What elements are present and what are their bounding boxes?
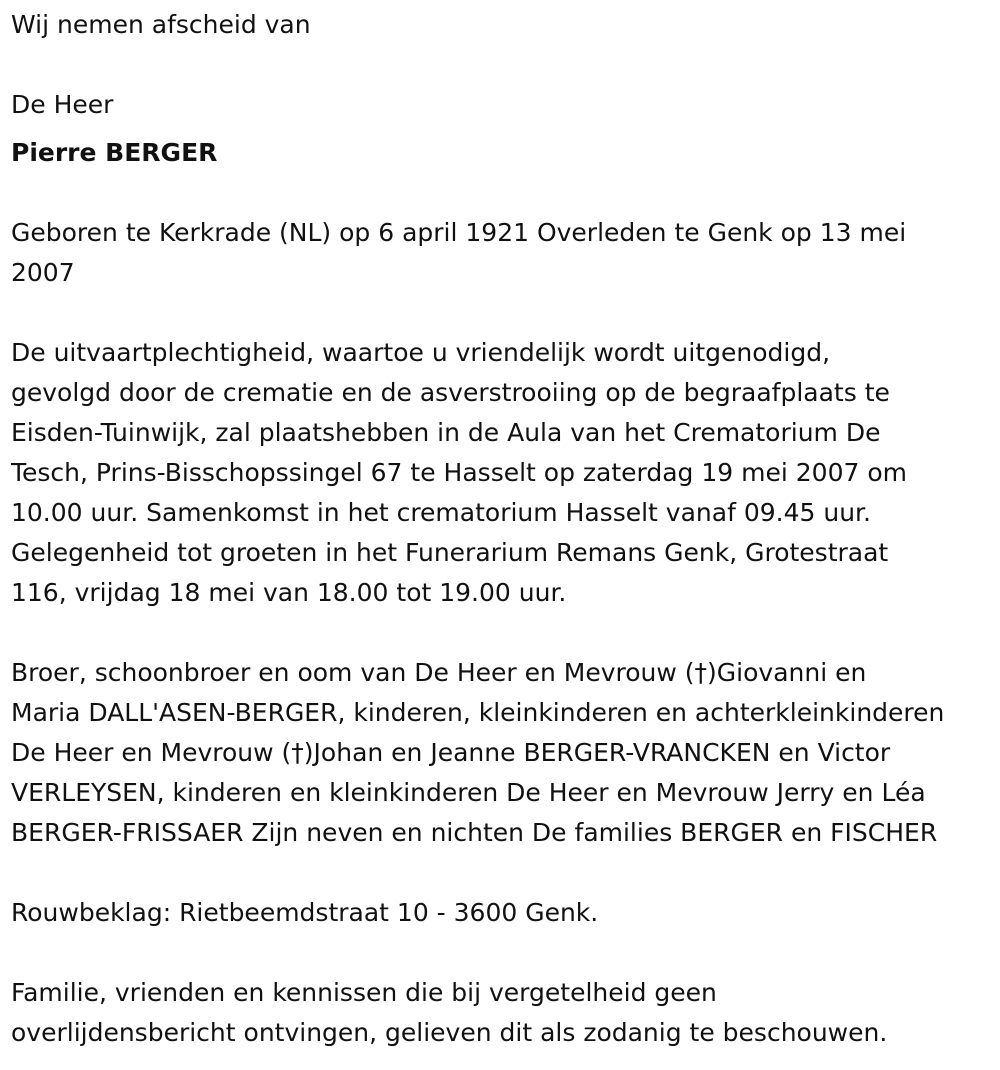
service-line: De uitvaartplechtigheid, waartoe u vriendelijk wordt uitgenodigd, — [11, 338, 831, 367]
birth-death-line: 2007 — [11, 258, 75, 287]
family-line: Maria DALL'ASEN-BERGER, kinderen, kleinkinderen en achterkleinkinderen — [11, 698, 945, 727]
service-paragraph — [11, 333, 907, 613]
birth-death-line: Geboren te Kerkrade (NL) op 6 april 1921 Overleden te Genk op 13 mei — [11, 218, 907, 247]
notice-line: Familie, vrienden en kennissen die bij vergetelheid geen — [11, 978, 717, 1007]
family-paragraph — [11, 653, 944, 853]
birth-death-paragraph — [11, 213, 906, 293]
family-line: VERLEYSEN, kinderen en kleinkinderen De Heer en Mevrouw Jerry en Léa — [11, 778, 926, 807]
service-line: 116, vrijdag 18 mei van 18.00 tot 19.00 uur. — [11, 578, 567, 607]
notice-paragraph — [11, 973, 887, 1053]
service-line: Tesch, Prins-Bisschopssingel 67 te Hasselt op zaterdag 19 mei 2007 om — [11, 458, 907, 487]
service-line: Gelegenheid tot groeten in het Funerarium Remans Genk, Grotestraat — [11, 538, 889, 567]
notice-line: overlijdensbericht ontvingen, gelieven dit als zodanig te beschouwen. — [11, 1018, 888, 1047]
service-line: 10.00 uur. Samenkomst in het crematorium Hasselt vanaf 09.45 uur. — [11, 498, 871, 527]
deceased-name: Pierre BERGER — [11, 138, 218, 167]
service-line: Eisden-Tuinwijk, zal plaatshebben in de Aula van het Crematorium De — [11, 418, 881, 447]
service-line: gevolgd door de crematie en de asverstrooiing op de begraafplaats te — [11, 378, 890, 407]
intro-text: Wij nemen afscheid van — [11, 10, 311, 39]
family-line: Broer, schoonbroer en oom van De Heer en Mevrouw (†)Giovanni en — [11, 658, 867, 687]
honorific-text: De Heer — [11, 90, 114, 119]
condolence-address: Rouwbeklag: Rietbeemdstraat 10 - 3600 Genk. — [11, 898, 599, 927]
family-line: De Heer en Mevrouw (†)Johan en Jeanne BERGER-VRANCKEN en Victor — [11, 738, 891, 767]
family-line: BERGER-FRISSAER Zijn neven en nichten De families BERGER en FISCHER — [11, 818, 938, 847]
